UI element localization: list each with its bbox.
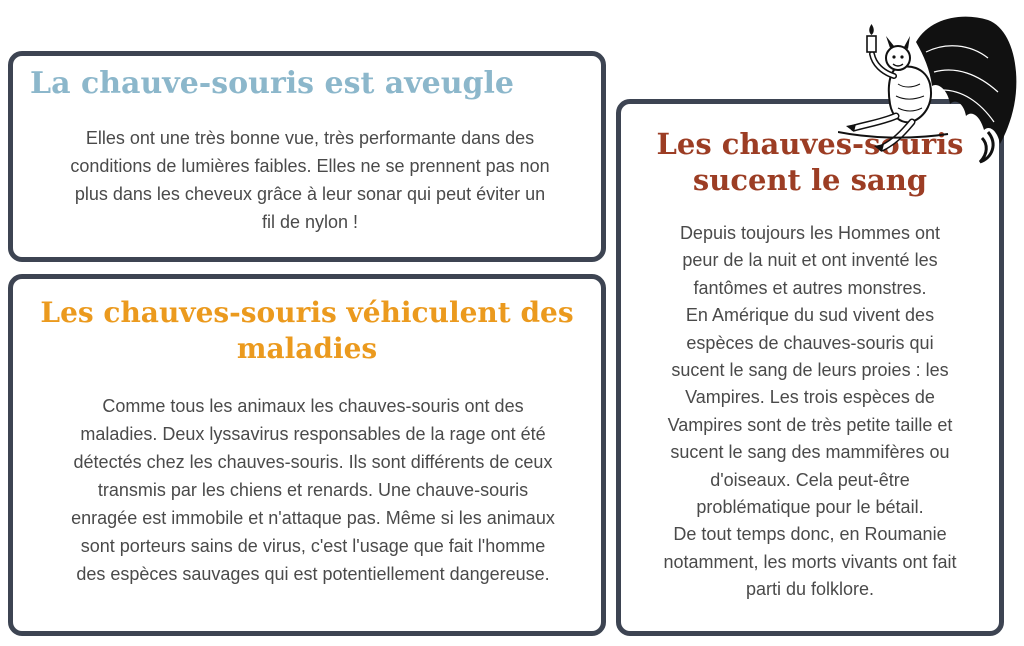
winged-demon-icon: [838, 12, 1020, 170]
text-line: peur de la nuit et ont inventé les: [682, 250, 938, 271]
text-line: Depuis toujours les Hommes ont: [679, 223, 941, 243]
text-line: sucent le sang des mammifères ou: [670, 442, 950, 463]
text-line: problématique pour le bétail.: [696, 497, 924, 518]
card-bats-diseases: [8, 274, 606, 636]
text-line: plus dans les cheveux grâce à leur sonar qui peut éviter un: [74, 184, 546, 204]
card-text: [29, 124, 591, 236]
text-line: Elles ont une très bonne vue, très performante dans des: [85, 128, 535, 148]
card-title: La chauve-souris est aveugle: [29, 66, 515, 101]
card-bats-blood: [616, 99, 1004, 636]
title-line: Les chauves-souris véhiculent des: [40, 296, 574, 329]
text-line: maladies. Deux lyssavirus responsables de la rage ont été: [80, 424, 546, 444]
text-line: notamment, les morts vivants ont fait: [663, 551, 957, 572]
text-line: Comme tous les animaux les chauves-souris ont des: [102, 396, 524, 416]
title-line: maladies: [236, 332, 378, 365]
text-line: transmis par les chiens et renards. Une chauve-souris: [97, 480, 529, 500]
text-line: parti du folklore.: [745, 579, 875, 600]
text-line: sucent le sang de leurs proies : les: [671, 360, 949, 381]
card-text: [633, 220, 987, 604]
title-line: sucent le sang: [692, 163, 928, 197]
card-text: [33, 392, 593, 588]
text-line: De tout temps donc, en Roumanie: [673, 524, 947, 545]
text-line: Vampires. Les trois espèces de: [685, 387, 935, 408]
text-line: espèces de chauves-souris qui: [686, 332, 934, 353]
card-bats-blind: [8, 51, 606, 262]
text-line: enragée est immobile et n'attaque pas. Même si les animaux: [71, 508, 555, 528]
text-line: détectés chez les chauves-souris. Ils sont différents de ceux: [73, 452, 553, 472]
text-line: fantômes et autres monstres.: [693, 277, 927, 298]
text-line: des espèces sauvages qui est potentiellement dangereuse.: [76, 564, 550, 584]
text-line: Vampires sont de très petite taille et: [667, 414, 953, 435]
text-line: fil de nylon !: [261, 212, 359, 232]
text-line: d'oiseaux. Cela peut-être: [710, 469, 910, 490]
card-title: [13, 295, 601, 367]
text-line: sont porteurs sains de virus, c'est l'usage que fait l'homme: [80, 536, 546, 556]
title-line: Les chauves-souris: [656, 127, 964, 161]
text-line: conditions de lumières faibles. Elles ne se prennent pas non: [70, 156, 550, 176]
text-line: En Amérique du sud vivent des: [685, 305, 935, 326]
